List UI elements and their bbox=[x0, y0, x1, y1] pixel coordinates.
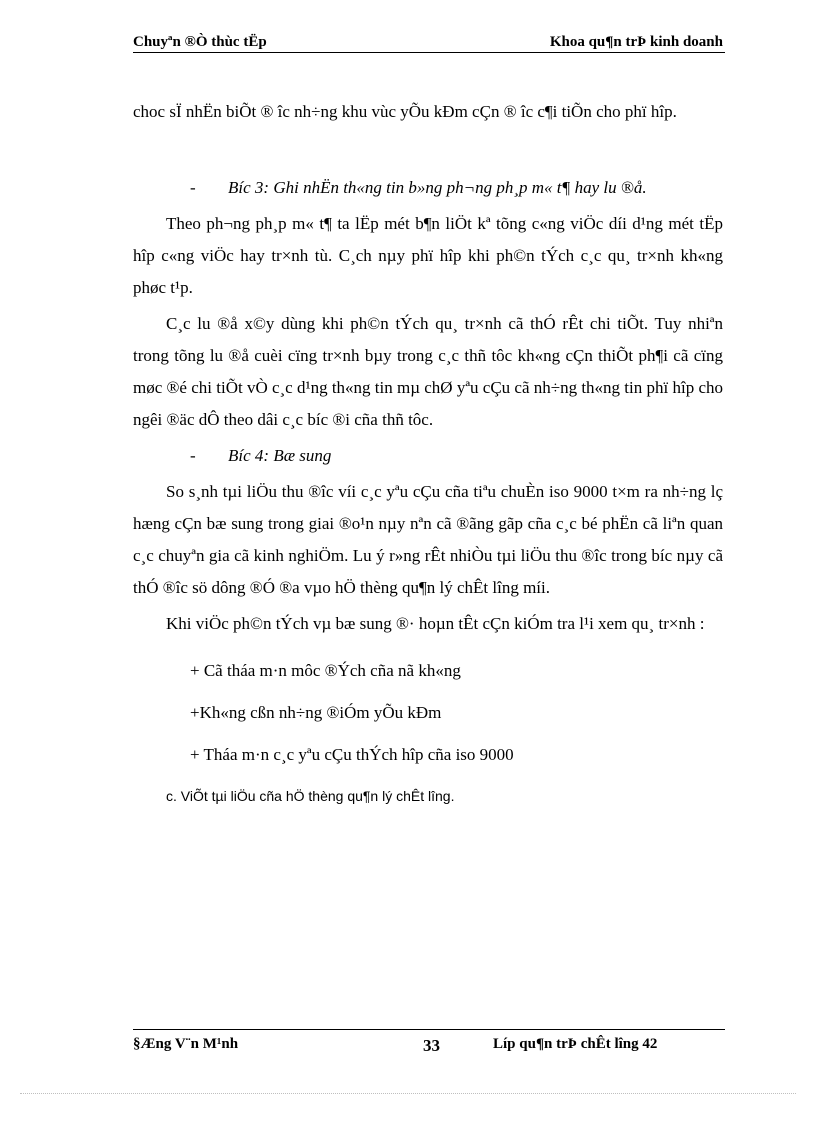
check-item-3: + Tháa m·n c¸c yªu cÇu thÝch hîp cña iso 9000 bbox=[190, 745, 514, 764]
step-3-heading bbox=[133, 172, 723, 204]
check-item-1: + Cã tháa m·n môc ®Ých cña nã kh«ng bbox=[190, 661, 461, 680]
page-number: 33 bbox=[423, 1036, 440, 1055]
page-footer bbox=[133, 1029, 725, 1058]
page-break-divider bbox=[20, 1093, 796, 1094]
paragraph-compare: So s¸nh tµi liÖu thu ®îc víi c¸c yªu cÇu cña tiªu chuÈn iso 9000 t×m ra nh÷ng lç hæng cÇn bæ sung trong giai ®o¹n nµy nªn cã ®ãng gãp cña c¸c bé phËn cã liªn quan c¸c chuyªn gia cã kinh nghiÖm. Lu ý r»ng rÊt nhiÒu tµi liÖu thu ®îc trong bíc nµy cã thÓ ®îc sö dông ®Ó ®a vµo hÖ thèng qu¶n lý chÊt lîng míi. bbox=[133, 482, 723, 597]
header-topic: Chuyªn ®Ò thùc tËp bbox=[133, 34, 267, 50]
check-item-2: +Kh«ng cßn nh÷ng ®iÓm yÕu kÐm bbox=[190, 703, 442, 722]
footer-class: Líp qu¶n trÞ chÊt lîng 42 bbox=[493, 1036, 658, 1052]
paragraph-description-method: Theo ph¬ng ph¸p m« t¶ ta lËp mét b¶n liÖt kª tõng c«ng viÖc díi d¹ng mét tËp hîp c«ng viÖc hay tr×nh tù. C¸ch nµy phï hîp khi ph©n tÝch c¸c qu¸ tr×nh kh«ng phøc t¹p. bbox=[133, 214, 723, 297]
paragraph-check: Khi viÖc ph©n tÝch vµ bæ sung ®· hoµn tÊt cÇn kiÓm tra l¹i xem qu¸ tr×nh : bbox=[166, 614, 705, 633]
footer-author: §Æng V¨n M¹nh bbox=[133, 1036, 239, 1052]
step-4-dash: - bbox=[190, 446, 196, 465]
subheading-c: c. ViÕt tµi liÖu cña hÖ thèng qu¶n lý chÊt lîng. bbox=[166, 788, 455, 804]
page-header bbox=[133, 34, 725, 53]
header-faculty: Khoa qu¶n trÞ kinh doanh bbox=[549, 34, 723, 50]
step-3-dash: - bbox=[190, 178, 196, 197]
step-3-text: Bíc 3: Ghi nhËn th«ng tin b»ng ph¬ng ph¸p m« t¶ hay lu ®å. bbox=[228, 178, 647, 197]
page-body bbox=[133, 96, 723, 816]
paragraph-intro: choc sÏ nhËn biÕt ® îc nh÷ng khu vùc yÕu kÐm cÇn ® îc c¶i tiÕn cho phï hîp. bbox=[133, 102, 677, 121]
step-4-heading bbox=[133, 440, 723, 472]
step-4-text: Bíc 4: Bæ sung bbox=[228, 446, 332, 465]
paragraph-flowchart: C¸c lu ®å x©y dùng khi ph©n tÝch qu¸ tr×nh cã thÓ rÊt chi tiÕt. Tuy nhiªn trong tõng lu ®å cuèi cïng tr×nh bµy trong c¸c thñ tôc kh«ng cÇn thiÕt ph¶i cã cïng møc ®é chi tiÕt vÒ c¸c d¹ng th«ng tin mµ chØ yªu cÇu cã nh÷ng th«ng tin phï hîp cho ngêi ®äc dÔ theo dâi c¸c bíc ®i cña thñ tôc. bbox=[133, 314, 723, 429]
